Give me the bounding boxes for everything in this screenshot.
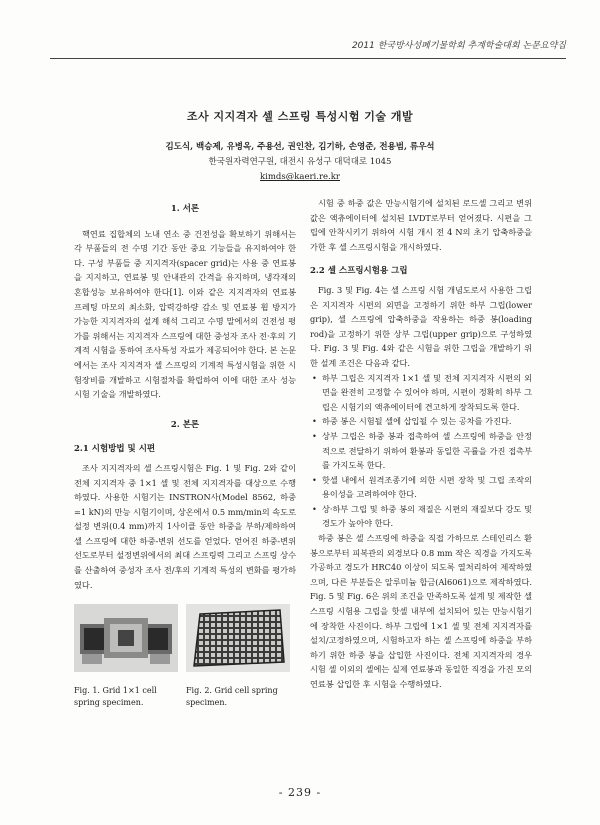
figure-1-caption: Fig. 1. Grid 1×1 cell spring specimen.	[74, 685, 157, 707]
grid-cell-spring-photo	[186, 604, 290, 672]
list-item: • 하중 봉은 시험될 셀에 삽입될 수 있는 공차를 가진다.	[310, 414, 532, 429]
list-item: • 핫셀 내에서 원격조종기에 의한 시편 장착 및 그립 조작의 용이성을 고려하여야 한다.	[310, 473, 532, 502]
figure-2	[186, 604, 290, 709]
left-column	[74, 202, 296, 714]
grid-1x1-cell-photo	[74, 604, 178, 672]
header-rule	[50, 58, 566, 59]
right-intro-paragraph: 시험 중 하중 값은 만능시험기에 설치된 로드셀 그리고 변위 값은 액츄에이터에 설치된 LVDT로부터 얻어졌다. 시편을 그립에 안착시키기 위하여 시험 개시 전 4 N의 초기 압축하중을 가한 후 셀 스프링시험을 개시하였다.	[310, 198, 532, 252]
subsection-2-1-title: 2.1 시험방법 및 시편	[74, 444, 156, 455]
running-header: 2011 한국방사성폐기물학회 추계학술대회 논문요약집	[351, 41, 566, 51]
affiliation: 한국원자력연구원, 대전시 유성구 대덕대로 1045	[208, 157, 392, 167]
figure-row	[74, 604, 296, 714]
right-closing-paragraph: 하중 봉은 셀 스프링에 하중을 직접 가하므로 스테인리스 환봉으로부터 피복관의 외경보다 0.8 mm 작은 직경을 가지도록 가공하고 경도가 HRC40 이상이 되도록 열처리하여 제작하였으며, 다른 부분들은 알루미늄 합금(Al6061)으로 제작하였다. Fig. 5 및 Fig. 6은 위의 조건을 만족하도록 설계 및 제작한 셀 스프링 시험용 그립을 핫셀 내부에 설치되어 있는 만능시험기에 장착한 사진이다. 하부 그립에 1×1 셀 및 전체 지지격자를 설치/고정하였으며, 시험하고자 하는 셀 스프링에 하중을 부하하기 위한 하중 봉을 삽입한 사진이다. 전체 지지격자의 경우 시험 셀 이외의 셀에는 실제 연료봉과 동일한 직경을 가진 모의 연료봉 삽입한 후 시험을 수행하였다.	[310, 533, 532, 689]
page-number: - 239 -	[278, 786, 322, 799]
list-item: • 하부 그립은 지지격자 1×1 셀 및 전체 지지격자 시편의 외면을 완전히 고정할 수 있어야 하며, 시편이 정확히 하부 그립은 시험기의 액츄에이터에 견고하게 장착되도록 한다.	[310, 371, 532, 415]
list-item: • 상·하부 그립 및 하중 봉의 재질은 시편의 재질보다 강도 및 경도가 높아야 한다.	[310, 502, 532, 531]
figure-1	[74, 604, 178, 709]
subsection-2-2-title: 2.2 셀 스프링시험용 그립	[310, 266, 408, 277]
section-2-title: 2. 본론	[170, 419, 200, 430]
section-1-paragraph: 핵연료 집합체의 노내 연소 중 건전성을 확보하기 위해서는 각 부품들의 전 수명 기간 동안 중요 기능들을 유지하여야 한다. 구성 부품들 중 지지격자(spacer grid)는 사용 중 연료봉을 지지하고, 연료봉 및 안내관의 간격을 유지하며, 냉각재의 혼합성능 보유하여야 한다[1]. 이와 같은 지지격자의 연료봉 프레팅 마모의 최소화, 압력강하량 감소 및 연료봉 휨 방지가 가능한 지지격자의 설계 해석 그리고 수명 말에서의 건전성 평가를 위해서는 지지격자 스프링에 대한 중성자 조사 전·후의 기계적 시험을 통하여 조사특성 자료가 제공되어야 한다. 본 논문에서는 조사 지지격자 셀 스프링의 기계적 특성시험을 위한 시험장비를 개발하고 시험절차를 확립하여 이에 대한 조사 성능시험 기술을 개발하였다.	[74, 228, 296, 400]
author-block	[0, 140, 600, 185]
author-names: 김도식, 백승제, 유병옥, 주용선, 권인찬, 김기하, 손영준, 전용범, 류우석	[165, 142, 435, 152]
paper-title: 조사 지지격자 셀 스프링 특성시험 기술 개발	[186, 110, 414, 123]
figure-2-caption: Fig. 2. Grid cell spring specimen.	[186, 685, 278, 707]
section-1-title: 1. 서론	[170, 204, 200, 214]
right-column	[310, 196, 532, 692]
subsection-2-2-paragraph: Fig. 3 및 Fig. 4는 셀 스프링 시험 개념도로서 사용한 그립은 지지격자 시편의 외면을 고정하기 위한 하부 그립(lower grip), 셀 스프링에 압축하중을 작용하는 하중 봉(loading rod)을 고정하기 위한 상부 그립(upper grip)으로 구성하였다. Fig. 3 및 Fig. 4와 같은 시험을 위한 그립을 개발하기 위한 설계 조건은 다음과 같다.	[310, 284, 532, 368]
list-item: • 상부 그립은 하중 봉과 접촉하여 셀 스프링에 하중을 안정적으로 전달하기 위하여 환봉과 동일한 곡률을 가진 접촉부를 가지도록 한다.	[310, 429, 532, 473]
author-email: kimds@kaeri.re.kr	[260, 172, 340, 182]
subsection-2-1-paragraph: 조사 지지격자의 셀 스프링시험은 Fig. 1 및 Fig. 2와 같이 전체 지지격자 중 1×1 셀 및 전체 지지격자를 대상으로 수행하였다. 사용한 시험기는 INSTRON사(Model 8562, 하중=1 kN)의 만능 시험기이며, 상온에서 0.5 mm/min의 속도로 설정 변위(0.4 mm)까지 1사이클 동안 하중을 부하/제하하여 셀 스프링에 대한 하중-변위 선도를 얻었다. 얻어진 하중-변위 선도로부터 설정변위에서의 최대 스프링력 그리고 스프링 상수를 산출하여 중성자 조사 전/후의 기계적 특성의 변화를 평가하였다.	[74, 462, 296, 590]
design-conditions-list	[310, 371, 532, 532]
